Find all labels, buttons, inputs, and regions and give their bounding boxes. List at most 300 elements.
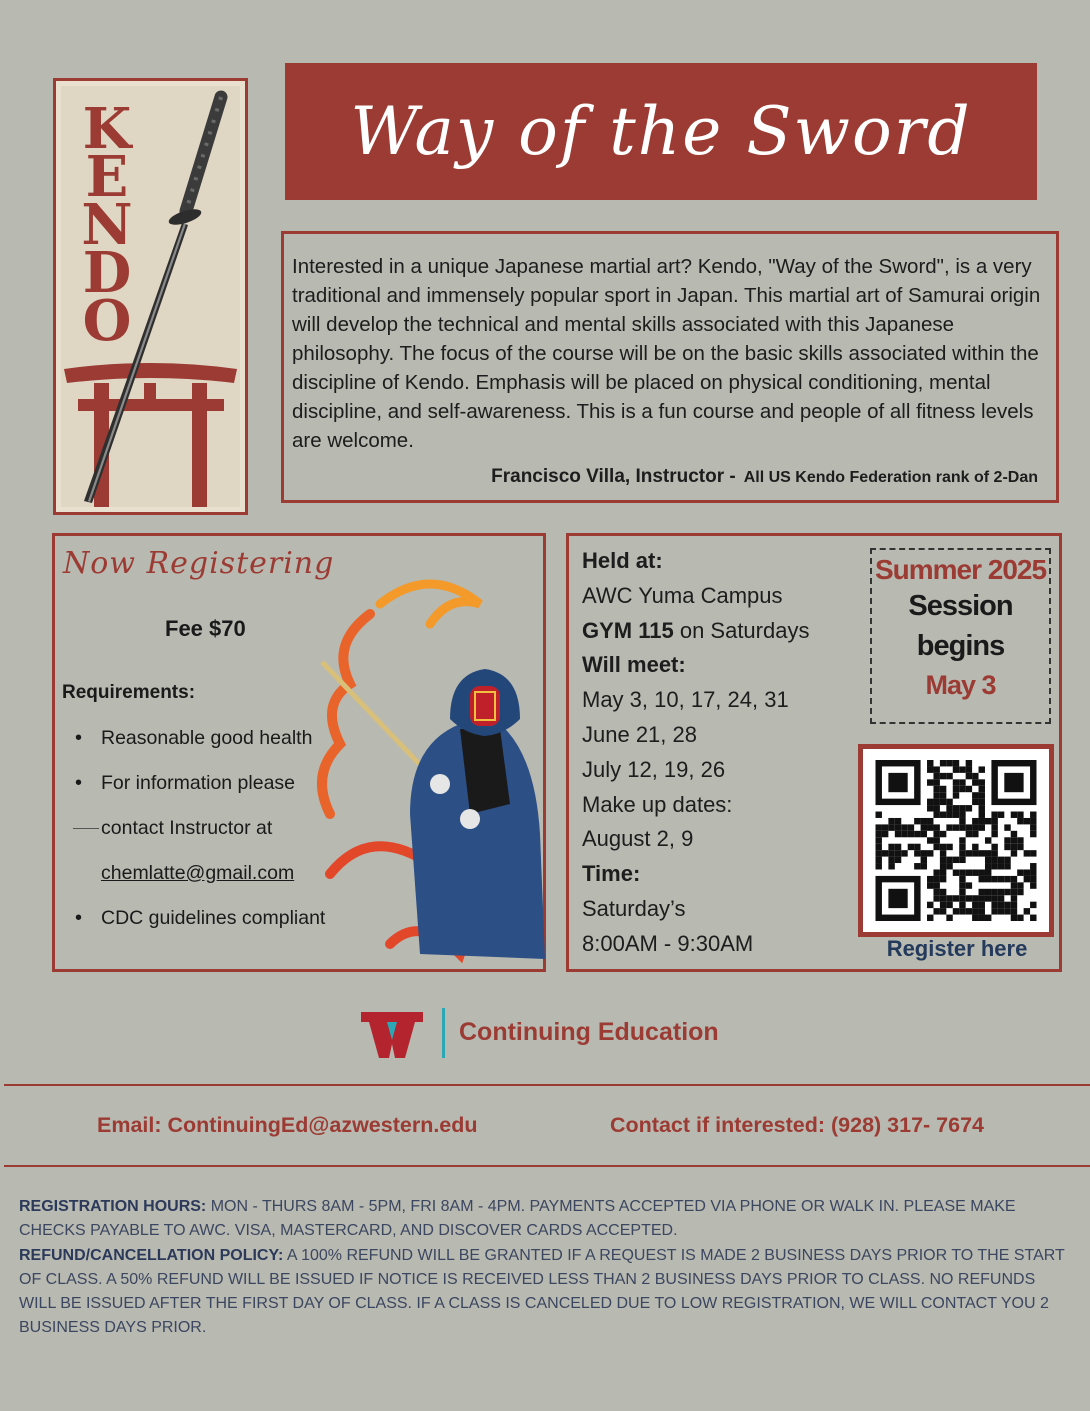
qr-module <box>882 824 888 830</box>
requirements-heading: Requirements: <box>62 682 196 703</box>
qr-module <box>876 824 882 830</box>
qr-module <box>966 786 972 792</box>
qr-module <box>940 760 946 766</box>
qr-module <box>991 895 997 901</box>
qr-module <box>901 850 907 856</box>
qr-module <box>921 824 927 830</box>
requirement-health: • Reasonable good health <box>75 716 325 761</box>
qr-module <box>946 863 952 869</box>
qr-module <box>966 895 972 901</box>
qr-module <box>946 812 952 818</box>
registration-hours <box>19 1195 1069 1244</box>
qr-module <box>895 857 901 863</box>
course-description: Interested in a unique Japanese martial art? Kendo, "Way of the Sword", is a very traditional and immensely popular sport in Japan. This martial art of Samurai origin will develop the technical and mental skills associated with this Japanese philosophy. The focus of the course will be on the basic skills associated within the discipline of Kendo. Emphasis will be placed on physical conditioning, mental discipline, and self-awareness. This is a fun course and people of all fitness levels are welcome. <box>292 255 1041 452</box>
logo-divider <box>442 1008 445 1058</box>
qr-module <box>1030 863 1036 869</box>
contact-phone[interactable]: Contact if interested: (928) 317- 7674 <box>610 1113 984 1137</box>
qr-module <box>1004 837 1010 843</box>
qr-module <box>1030 876 1036 882</box>
qr-module <box>921 831 927 837</box>
qr-module <box>1017 837 1023 843</box>
qr-module <box>1011 889 1017 895</box>
qr-module <box>933 799 939 805</box>
qr-module <box>1024 869 1030 875</box>
qr-module <box>991 824 997 830</box>
qr-module <box>953 805 959 811</box>
qr-module <box>882 831 888 837</box>
qr-module <box>940 863 946 869</box>
divider-bottom <box>4 1165 1090 1167</box>
qr-module <box>972 895 978 901</box>
qr-module <box>940 869 946 875</box>
qr-module <box>966 766 972 772</box>
katana-icon <box>56 81 245 512</box>
qr-module <box>1017 844 1023 850</box>
kendo-letter: D <box>82 240 132 306</box>
qr-module <box>940 895 946 901</box>
qr-module <box>959 812 965 818</box>
qr-module <box>966 908 972 914</box>
qr-module <box>985 837 991 843</box>
qr-module <box>940 792 946 798</box>
registration-hours-label: REGISTRATION HOURS: <box>19 1198 207 1215</box>
qr-module <box>1030 882 1036 888</box>
qr-module <box>1030 824 1036 830</box>
qr-module <box>940 889 946 895</box>
qr-module <box>1017 915 1023 921</box>
kendo-letter: K <box>82 96 132 162</box>
qr-module <box>985 857 991 863</box>
qr-module <box>979 915 985 921</box>
qr-module <box>946 773 952 779</box>
qr-module <box>927 799 933 805</box>
qr-module <box>959 766 965 772</box>
qr-module <box>933 844 939 850</box>
refund-policy-label: REFUND/CANCELLATION POLICY: <box>19 1246 284 1264</box>
awc-w-logo-icon <box>361 1008 423 1060</box>
qr-module <box>895 818 901 824</box>
june-dates: June 21, 28 <box>582 721 697 747</box>
qr-module <box>888 844 894 850</box>
qr-module <box>959 895 965 901</box>
qr-module <box>991 857 997 863</box>
qr-module <box>933 895 939 901</box>
qr-module <box>927 876 933 882</box>
qr-module <box>927 760 933 766</box>
qr-module <box>914 831 920 837</box>
kendo-banner-image <box>53 78 248 515</box>
qr-module <box>998 889 1004 895</box>
qr-module <box>933 779 939 785</box>
qr-module <box>946 915 952 921</box>
session-word: Session <box>908 590 1013 622</box>
qr-module <box>998 876 1004 882</box>
qr-module <box>985 850 991 856</box>
registration-heading: Now Registering <box>63 546 335 581</box>
qr-module <box>953 792 959 798</box>
instructor-credit <box>491 466 1038 488</box>
qr-module <box>933 869 939 875</box>
qr-module <box>972 831 978 837</box>
qr-module <box>946 844 952 850</box>
qr-module <box>959 882 965 888</box>
qr-module <box>998 812 1004 818</box>
qr-module <box>972 824 978 830</box>
qr-module <box>959 824 965 830</box>
qr-module <box>991 850 997 856</box>
qr-module <box>966 773 972 779</box>
qr-module <box>1011 908 1017 914</box>
qr-module <box>921 857 927 863</box>
qr-module <box>946 799 952 805</box>
qr-module <box>1030 831 1036 837</box>
qr-module <box>946 902 952 908</box>
qr-module <box>959 818 965 824</box>
qr-module <box>972 869 978 875</box>
qr-module <box>959 837 965 843</box>
qr-module <box>972 779 978 785</box>
qr-module <box>914 863 920 869</box>
qr-module <box>985 895 991 901</box>
continuing-education-logo-text: Continuing Education <box>459 1018 719 1046</box>
kendo-letter: E <box>85 144 129 210</box>
qr-module <box>908 831 914 837</box>
qr-module <box>991 831 997 837</box>
kendo-letter: N <box>81 192 133 258</box>
qr-module <box>1024 876 1030 882</box>
qr-module <box>998 863 1004 869</box>
qr-module <box>940 857 946 863</box>
makeup-label: Make up dates: <box>582 791 733 817</box>
qr-module <box>966 760 972 766</box>
schedule-box <box>566 533 1062 972</box>
qr-module <box>888 850 894 856</box>
qr-module <box>876 812 882 818</box>
qr-module <box>895 831 901 837</box>
qr-module <box>1024 818 1030 824</box>
qr-module <box>979 786 985 792</box>
qr-module <box>953 908 959 914</box>
registration-qr-code[interactable] <box>858 744 1054 937</box>
requirement-email-row <box>75 851 325 896</box>
qr-module <box>979 824 985 830</box>
qr-module <box>998 902 1004 908</box>
requirement-contact: contact Instructor at <box>75 806 325 851</box>
qr-module <box>979 766 985 772</box>
qr-module <box>927 766 933 772</box>
qr-module <box>1030 850 1036 856</box>
qr-module <box>985 818 991 824</box>
qr-module <box>927 837 933 843</box>
qr-module <box>959 857 965 863</box>
qr-module <box>1024 850 1030 856</box>
qr-module <box>979 818 985 824</box>
qr-module <box>876 850 882 856</box>
qr-module <box>991 818 997 824</box>
qr-module <box>888 824 894 830</box>
qr-module <box>1030 915 1036 921</box>
qr-module <box>966 824 972 830</box>
qr-module <box>953 786 959 792</box>
qr-module <box>979 908 985 914</box>
class-day: Saturday’s <box>582 895 686 921</box>
qr-module <box>979 902 985 908</box>
qr-module <box>991 863 997 869</box>
qr-module <box>985 863 991 869</box>
qr-module <box>959 889 965 895</box>
qr-module <box>953 760 959 766</box>
qr-module <box>972 902 978 908</box>
qr-module <box>953 895 959 901</box>
qr-module <box>933 805 939 811</box>
qr-module <box>914 844 920 850</box>
qr-module <box>953 812 959 818</box>
qr-module <box>972 773 978 779</box>
qr-module <box>972 799 978 805</box>
qr-module <box>972 908 978 914</box>
qr-module <box>966 850 972 856</box>
qr-module <box>972 792 978 798</box>
qr-module <box>953 766 959 772</box>
requirement-info: • For information please <box>75 761 325 806</box>
qr-module <box>876 831 882 837</box>
august-dates: August 2, 9 <box>582 826 694 852</box>
qr-module <box>998 908 1004 914</box>
kendo-letter: O <box>82 288 132 354</box>
qr-module <box>895 850 901 856</box>
qr-module <box>959 779 965 785</box>
qr-module <box>921 818 927 824</box>
qr-module <box>979 792 985 798</box>
qr-module <box>940 831 946 837</box>
qr-module <box>914 850 920 856</box>
qr-module <box>1017 818 1023 824</box>
qr-module <box>1004 889 1010 895</box>
qr-module <box>959 902 965 908</box>
page-title: Way of the Sword <box>350 93 972 170</box>
qr-module <box>940 844 946 850</box>
qr-module <box>1017 869 1023 875</box>
qr-module <box>921 863 927 869</box>
qr-module <box>998 857 1004 863</box>
qr-module <box>991 908 997 914</box>
qr-module <box>882 850 888 856</box>
qr-module <box>953 857 959 863</box>
campus-name: AWC Yuma Campus <box>582 582 783 608</box>
qr-module <box>1030 902 1036 908</box>
qr-module <box>1004 902 1010 908</box>
qr-module <box>1011 844 1017 850</box>
time-label: Time: <box>582 861 641 887</box>
qr-module <box>908 824 914 830</box>
qr-module <box>901 824 907 830</box>
qr-module <box>998 895 1004 901</box>
refund-policy-text: A 100% REFUND WILL BE GRANTED IF A REQUEST IS MADE 2 BUSINESS DAYS PRIOR TO THE START OF CLASS. A 50% REFUND WILL BE ISSUED IF NOTICE IS RECEIVED LESS THAN 2 BUSINESS DAYS PRIOR TO CLASS. NO REFUNDS WILL BE ISSUED AFTER THE FIRST DAY OF CLASS. IF A CLASS IS CANCELED DUE TO LOW REGISTRATION, WE WILL CONTACT YOU 2 BUSINESS DAYS PRIOR. <box>19 1246 1065 1337</box>
qr-module <box>1004 844 1010 850</box>
qr-module <box>979 779 985 785</box>
qr-module <box>979 805 985 811</box>
qr-module <box>1011 902 1017 908</box>
qr-module <box>888 857 894 863</box>
qr-module <box>979 869 985 875</box>
qr-module <box>1017 812 1023 818</box>
qr-module <box>985 876 991 882</box>
registration-box <box>52 533 546 972</box>
requirement-cdc: • CDC guidelines compliant <box>75 896 325 941</box>
qr-module <box>972 915 978 921</box>
qr-module <box>1004 824 1010 830</box>
title-banner <box>285 63 1037 200</box>
qr-module <box>946 895 952 901</box>
qr-module <box>933 773 939 779</box>
qr-module <box>991 902 997 908</box>
qr-module <box>901 831 907 837</box>
qr-module <box>933 792 939 798</box>
qr-module <box>1011 850 1017 856</box>
qr-module <box>933 812 939 818</box>
held-at-label: Held at: <box>582 548 663 573</box>
qr-module <box>972 850 978 856</box>
qr-module <box>991 812 997 818</box>
qr-module <box>985 915 991 921</box>
qr-module <box>966 869 972 875</box>
qr-module <box>895 844 901 850</box>
qr-module <box>933 831 939 837</box>
qr-module <box>979 812 985 818</box>
qr-module <box>927 882 933 888</box>
qr-module <box>966 882 972 888</box>
qr-module <box>927 818 933 824</box>
kendo-fighter-illustration <box>310 574 545 969</box>
room-name: GYM 115 <box>582 617 674 643</box>
instructor-email-link[interactable]: chemlatte@gmail.com <box>101 862 295 884</box>
schedule-details <box>582 544 809 962</box>
qr-module <box>876 857 882 863</box>
qr-module <box>946 824 952 830</box>
qr-module <box>1017 882 1023 888</box>
qr-module <box>927 915 933 921</box>
qr-module <box>940 786 946 792</box>
qr-module <box>933 876 939 882</box>
qr-module <box>1011 895 1017 901</box>
qr-module <box>914 818 920 824</box>
qr-module <box>1011 915 1017 921</box>
qr-module <box>985 869 991 875</box>
qr-module <box>940 850 946 856</box>
qr-module <box>972 818 978 824</box>
qr-module <box>933 766 939 772</box>
qr-module <box>959 850 965 856</box>
policy-fineprint <box>19 1195 1069 1341</box>
qr-module <box>979 876 985 882</box>
qr-module <box>933 908 939 914</box>
qr-module <box>966 805 972 811</box>
divider-top <box>4 1084 1090 1086</box>
qr-module <box>876 837 882 843</box>
session-season: Summer 2025 <box>874 554 1047 585</box>
qr-module <box>959 908 965 914</box>
qr-module <box>940 773 946 779</box>
qr-module <box>959 786 965 792</box>
qr-module <box>1011 831 1017 837</box>
qr-module <box>946 857 952 863</box>
qr-module <box>979 895 985 901</box>
qr-module <box>927 779 933 785</box>
qr-module <box>991 844 997 850</box>
qr-module <box>959 805 965 811</box>
july-dates: July 12, 19, 26 <box>582 756 726 782</box>
qr-code-icon <box>874 760 1038 921</box>
class-hours: 8:00AM - 9:30AM <box>582 930 754 956</box>
qr-module <box>959 844 965 850</box>
qr-module <box>979 889 985 895</box>
qr-module <box>991 876 997 882</box>
qr-module <box>953 869 959 875</box>
qr-module <box>927 902 933 908</box>
qr-module <box>927 824 933 830</box>
may-dates: May 3, 10, 17, 24, 31 <box>582 687 789 713</box>
qr-module <box>940 812 946 818</box>
session-start-date: May 3 <box>925 670 996 700</box>
qr-module <box>876 844 882 850</box>
instructor-rank: All US Kendo Federation rank of 2-Dan <box>743 469 1038 486</box>
contact-email[interactable]: Email: ContinuingEd@azwestern.edu <box>97 1113 478 1137</box>
qr-module <box>985 889 991 895</box>
session-start-box <box>870 548 1051 724</box>
qr-module <box>940 902 946 908</box>
qr-module <box>966 831 972 837</box>
qr-module <box>940 876 946 882</box>
qr-module <box>888 818 894 824</box>
qr-module <box>940 799 946 805</box>
qr-module <box>972 844 978 850</box>
registration-hours-text: MON - THURS 8AM - 5PM, FRI 8AM - 4PM. PAYMENTS ACCEPTED VIA PHONE OR WALK IN. PLEASE MAKE CHECKS PAYABLE TO AWC. VISA, MASTERCARD, AND DISCOVER CARDS ACCEPTED. <box>19 1198 1016 1240</box>
qr-module <box>940 908 946 914</box>
room-line <box>582 614 809 649</box>
qr-module <box>1011 812 1017 818</box>
course-fee: Fee $70 <box>165 616 246 641</box>
room-suffix: on Saturdays <box>673 617 810 643</box>
course-description-box <box>281 231 1059 503</box>
qr-module <box>933 882 939 888</box>
qr-module <box>1017 889 1023 895</box>
qr-module <box>1004 908 1010 914</box>
qr-module <box>908 844 914 850</box>
instructor-name: Francisco Villa, Instructor - <box>491 466 736 487</box>
requirements-list <box>75 716 325 941</box>
qr-module <box>979 850 985 856</box>
qr-module <box>1011 837 1017 843</box>
qr-module <box>888 863 894 869</box>
qr-module <box>927 850 933 856</box>
refund-policy <box>19 1244 1069 1341</box>
qr-module <box>927 805 933 811</box>
qr-module <box>1004 863 1010 869</box>
qr-module <box>933 889 939 895</box>
qr-module <box>991 889 997 895</box>
qr-module <box>1024 908 1030 914</box>
register-here-link[interactable]: Register here <box>886 936 1028 961</box>
will-meet-label: Will meet: <box>582 652 686 678</box>
qr-module <box>959 869 965 875</box>
begins-word: begins <box>916 630 1005 662</box>
qr-module <box>953 779 959 785</box>
qr-module <box>1011 882 1017 888</box>
qr-module <box>1011 876 1017 882</box>
qr-module <box>953 824 959 830</box>
qr-module <box>1004 857 1010 863</box>
qr-module <box>979 799 985 805</box>
